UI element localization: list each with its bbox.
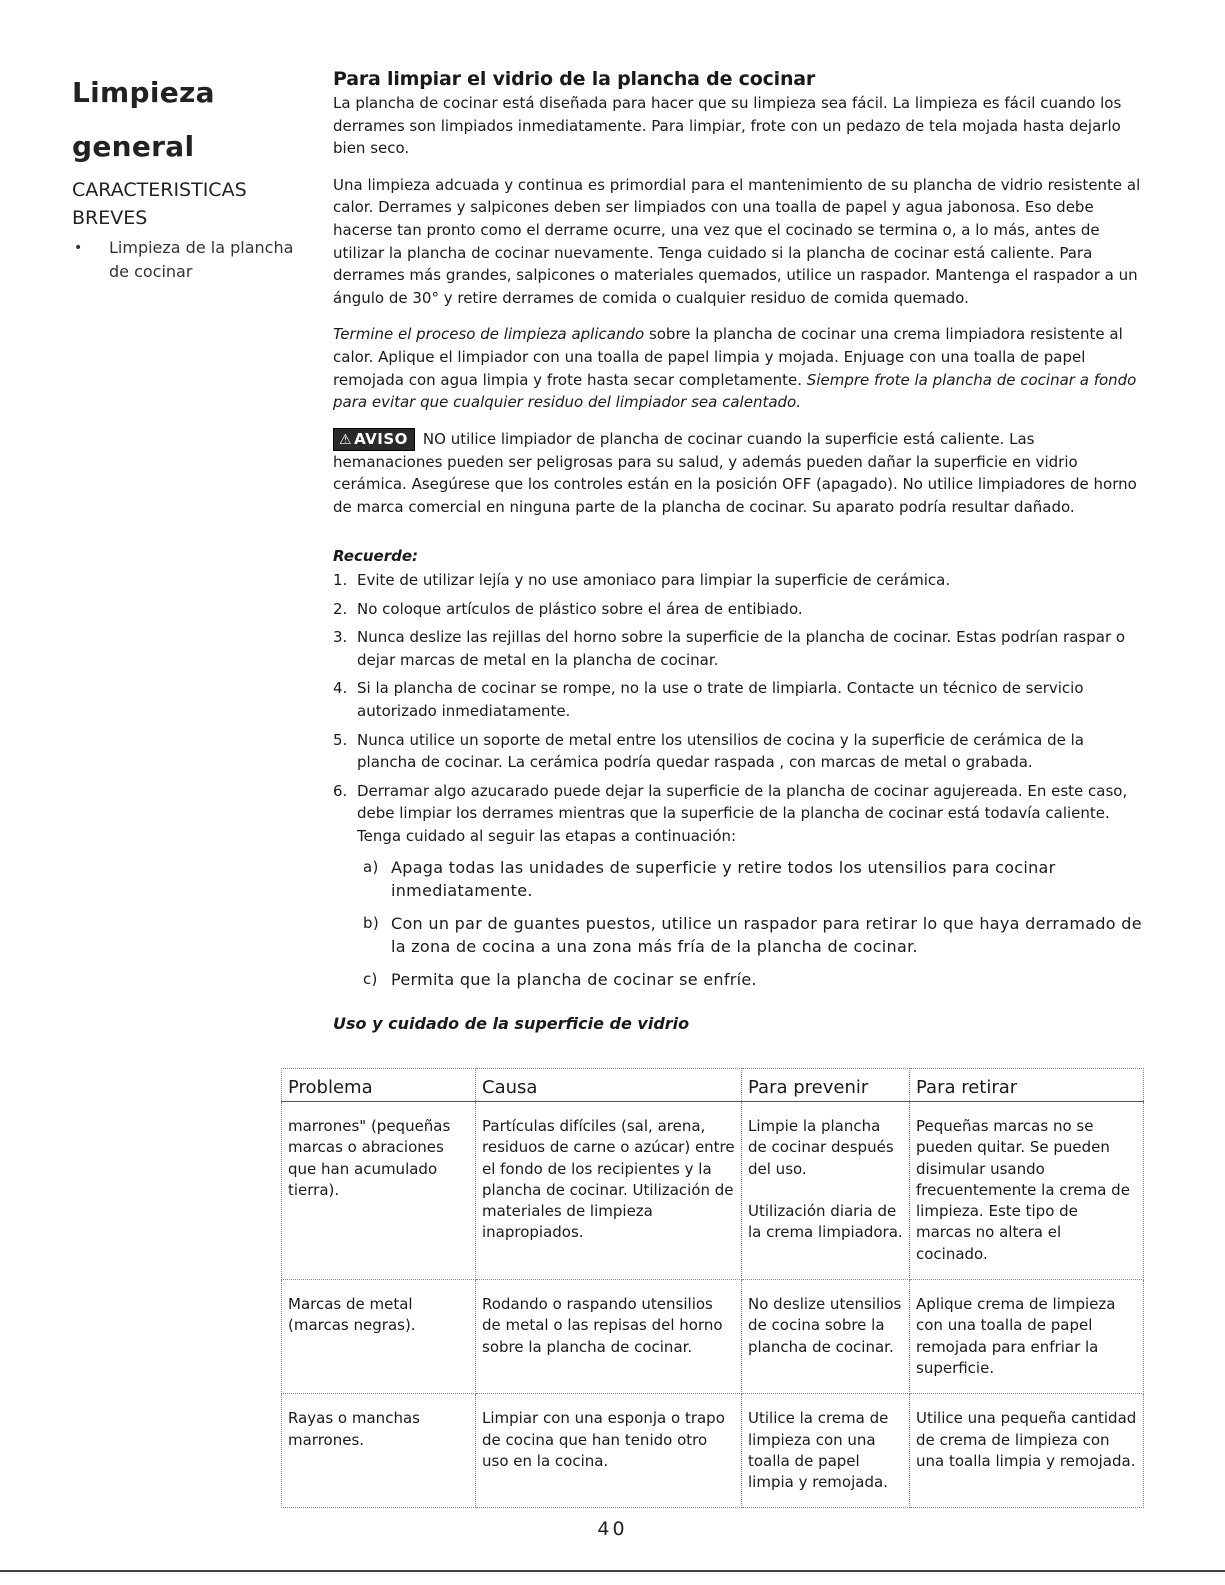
sidebar-bullet-text: Limpieza de la plancha de cocinar <box>109 238 294 281</box>
cell-text: Utilización diaria de la crema limpiadora. <box>748 1201 903 1242</box>
item-text: Evite de utilizar lejía y no use amoniaco para limpiar la superficie de cerámica. <box>357 571 951 590</box>
finish-middle: sobre la plancha de cocinar una crema limpiadora resistente al calor. Aplique el limpiador con una toalla de papel limpia y mojada. Enjuage con una toalla de papel remojada con agua limpia y frote hasta secar completamente. <box>333 325 1123 389</box>
item-number: 1. <box>333 571 348 590</box>
item-text: Si la plancha de cocinar se rompe, no la use o trate de limpiarla. Contacte un técnico de servicio autorizado inmediatamente. <box>357 679 1084 721</box>
item-text: No coloque artículos de plástico sobre el área de entibiado. <box>357 599 803 618</box>
item-number: 6. <box>333 781 348 800</box>
table-row <box>282 1394 1144 1508</box>
step-letter: c) <box>363 969 378 988</box>
sidebar <box>72 66 312 284</box>
cell-prevenir <box>742 1280 910 1394</box>
cell-causa <box>476 1280 742 1394</box>
warning-paragraph <box>333 428 1148 519</box>
cell-text: Pequeñas marcas no se pueden quitar. Se pueden disimular usando frecuentemente la crema de limpieza. Este tipo de marcas no altera el cocinado. <box>916 1117 1130 1263</box>
cell-causa <box>476 1102 742 1280</box>
header-causa: Causa <box>476 1069 742 1102</box>
page-number: 40 <box>597 1518 628 1540</box>
sidebar-title <box>72 66 312 174</box>
cell-text: Limpiar con una esponja o trapo de cocina que han tenido otro uso en la cocina. <box>482 1409 725 1470</box>
sidebar-subtitle-line: BREVES <box>72 207 148 229</box>
sidebar-bullet-item <box>72 236 312 284</box>
cell-text: Utilice la crema de limpieza con una toalla de papel limpia y remojada. <box>748 1409 889 1492</box>
step-item <box>365 968 1148 991</box>
remember-item <box>333 677 1148 722</box>
cell-problema <box>282 1102 476 1280</box>
cell-text: marrones" (pequeñas marcas o abraciones que han acumulado tierra). <box>288 1117 451 1199</box>
remember-item <box>333 626 1148 671</box>
paragraph-cleaning: Una limpieza adcuada y continua es primordial para el mantenimiento de su plancha de vidrio resistente al calor. Derrames y salpicones deben ser limpiados con una toalla de papel y agua jabonosa. Eso debe hacerse tan pronto como el derrame ocurre, una vez que el cocinado se termina o, a lo más, antes de utilizar la plancha de cocinar nuevamente. Tenga cuidado si la plancha de cocinar está caliente. Para derrames más grandes, salpicones o materiales quemados, utilice un raspador. Mantenga el raspador a un ángulo de 30° y retire derrames de comida o cualquier residuo de comida quemado. <box>333 175 1141 307</box>
table-header-row <box>282 1069 1144 1102</box>
warning-triangle-icon: ⚠ <box>339 431 353 448</box>
sidebar-title-line: general <box>72 130 195 163</box>
main-content <box>333 66 1148 1035</box>
bullet-icon: • <box>74 240 83 256</box>
sidebar-subtitle <box>72 176 312 232</box>
remember-item <box>333 729 1148 774</box>
cell-text: No deslize utensilios de cocina sobre la plancha de cocinar. <box>748 1295 902 1356</box>
cell-retirar <box>910 1394 1144 1508</box>
cell-retirar <box>910 1280 1144 1394</box>
step-text: Con un par de guantes puestos, utilice un raspador para retirar lo que haya derramado de la zona de cocina a una zona más fría de la plancha de cocinar. <box>391 913 1142 956</box>
cell-text: Rodando o raspando utensilios de metal o las repisas del horno sobre la plancha de cocinar. <box>482 1295 723 1356</box>
cell-problema <box>282 1280 476 1394</box>
cell-prevenir <box>742 1394 910 1508</box>
cell-problema <box>282 1394 476 1508</box>
remember-item <box>333 780 1148 991</box>
section-heading: Para limpiar el vidrio de la plancha de cocinar <box>333 68 816 90</box>
warning-badge <box>333 428 415 451</box>
remember-item <box>333 569 1148 592</box>
cell-causa <box>476 1394 742 1508</box>
header-prevenir: Para prevenir <box>742 1069 910 1102</box>
remember-list <box>333 569 1148 991</box>
care-table <box>281 1068 1144 1508</box>
table-row <box>282 1102 1144 1280</box>
cell-text: Rayas o manchas marrones. <box>288 1409 420 1449</box>
cell-text: Limpie la plancha de cocinar después del uso. <box>748 1117 894 1178</box>
table-caption: Uso y cuidado de la superficie de vidrio <box>333 1013 690 1033</box>
step-letter: b) <box>363 913 379 932</box>
finish-italic-end: Siempre frote la plancha de cocinar a fondo para evitar que cualquier residuo del limpiador sea calentado. <box>333 370 1137 412</box>
cell-text: Marcas de metal (marcas negras). <box>288 1295 416 1335</box>
item-number: 5. <box>333 730 348 749</box>
table-row <box>282 1280 1144 1394</box>
paragraph-finish <box>333 323 1148 413</box>
cell-text: Aplique crema de limpieza con una toalla de papel remojada para enfriar la superficie. <box>916 1295 1116 1377</box>
sidebar-subtitle-line: CARACTERISTICAS <box>72 179 247 201</box>
item-number: 2. <box>333 599 348 618</box>
item-number: 4. <box>333 679 348 698</box>
cell-retirar <box>910 1102 1144 1280</box>
sidebar-bullet-list <box>72 236 312 284</box>
warning-text: NO utilice limpiador de plancha de cocinar cuando la superficie está caliente. Las hemanaciones pueden ser peligrosas para su salud, y además pueden dañar la superficie en vidrio cerámica. Asegúrese que los controles están en la posición OFF (apagado). No utilice limpiadores de horno de marca comercial en ninguna parte de la plancha de cocinar. Su aparato podría resultar dañado. <box>333 429 1137 516</box>
cell-text: Utilice una pequeña cantidad de crema de limpieza con una toalla limpia y remojada. <box>916 1409 1137 1470</box>
cell-prevenir <box>742 1102 910 1280</box>
item-number: 3. <box>333 628 348 647</box>
warning-label: AVISO <box>354 429 408 448</box>
item-text: Nunca utilice un soporte de metal entre los utensilios de cocina y la superficie de cerámica de la plancha de cocinar. La cerámica podría quedar raspada , con marcas de metal o grabada. <box>357 730 1084 772</box>
step-text: Apaga todas las unidades de superficie y retire todos los utensilios para cocinar inmediatamente. <box>391 857 1056 900</box>
bottom-rule <box>0 1570 1225 1572</box>
finish-italic-start: Termine el proceso de limpieza aplicando <box>333 325 645 344</box>
cell-text: Partículas difíciles (sal, arena, residuos de carne o azúcar) entre el fondo de los recipientes y la plancha de cocinar. Utilización de materiales de limpieza inapropiados. <box>482 1117 735 1242</box>
remember-item <box>333 598 1148 621</box>
header-retirar: Para retirar <box>910 1069 1144 1102</box>
paragraph-intro: La plancha de cocinar está diseñada para hacer que su limpieza sea fácil. La limpieza es fácil cuando los derrames son limpiados inmediatamente. Para limpiar, frote con un pedazo de tela mojada hasta dejarlo bien seco. <box>333 94 1122 158</box>
item-text: Nunca deslize las rejillas del horno sobre la superficie de la plancha de cocinar. Estas podrían raspar o dejar marcas de metal en la plancha de cocinar. <box>357 628 1126 669</box>
remember-label: Recuerde: <box>333 546 419 565</box>
sidebar-title-line: Limpieza <box>72 76 215 109</box>
steps-list <box>365 856 1148 991</box>
item-text: Derramar algo azucarado puede dejar la superficie de la plancha de cocinar agujereada. En este caso, debe limpiar los derrames mientras que la superficie de la plancha de cocinar está todavía caliente. Tenga cuidado al seguir las etapas a continuación: <box>357 781 1128 846</box>
step-item <box>365 856 1148 902</box>
step-item <box>365 912 1148 958</box>
step-text: Permita que la plancha de cocinar se enfríe. <box>391 969 757 989</box>
step-letter: a) <box>363 857 379 876</box>
header-problema: Problema <box>282 1069 476 1102</box>
